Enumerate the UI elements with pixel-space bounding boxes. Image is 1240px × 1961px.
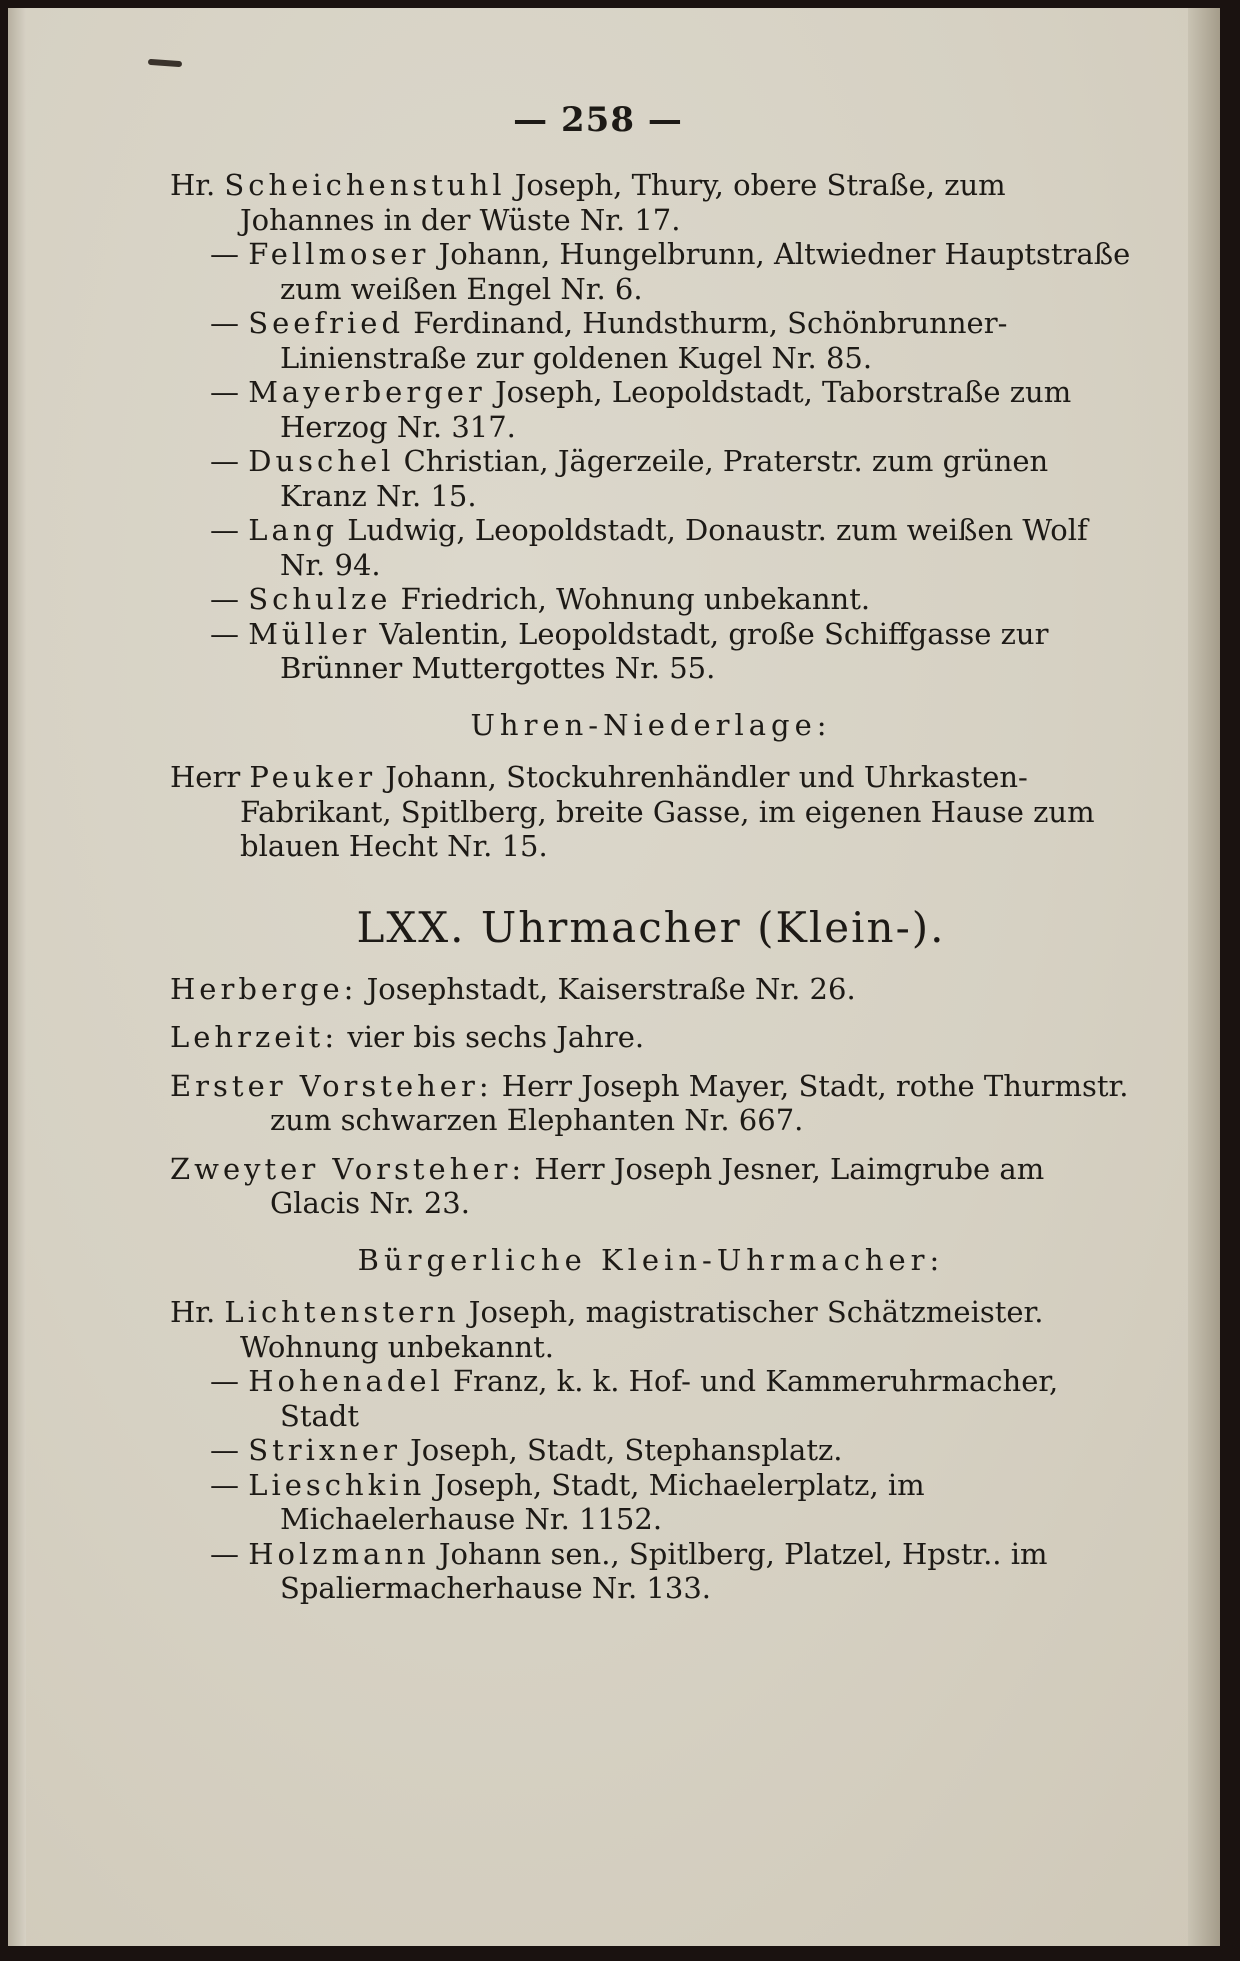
list-item (170, 168, 1132, 237)
field-label: Lehrzeit: (170, 1020, 339, 1054)
chapter-fields (170, 972, 1132, 1221)
entry-text: Joseph, Stadt, Michaelerplatz, im Michaelerhause Nr. 1152. (280, 1467, 925, 1536)
entry-text: Joseph, magistratischer Schätzmeister. Wohnung unbekannt. (240, 1295, 1044, 1364)
entry-name: Strixner (248, 1433, 401, 1467)
entry-name: Scheichenstuhl (224, 168, 506, 202)
list-item (170, 444, 1132, 513)
entry-name: Mayerberger (248, 375, 486, 409)
field-value: Herr Joseph Jesner, Laimgrube am Glacis Nr. 23. (270, 1151, 1045, 1220)
entry-text: Joseph, Leopoldstadt, Taborstraße zum Herzog Nr. 317. (280, 375, 1072, 444)
chapter-field (170, 1069, 1132, 1138)
book-spine-edge (1188, 8, 1220, 1946)
list-item (170, 582, 1132, 617)
section-heading-buergerliche: Bürgerliche Klein-Uhrmacher: (357, 1242, 945, 1277)
list-item (170, 1537, 1132, 1606)
entry-name: Lichtenstern (224, 1295, 460, 1329)
entry-prefix: Herr (170, 760, 241, 794)
list-item (170, 375, 1132, 444)
chapter-field (170, 1020, 1132, 1055)
entry-text: Christian, Jägerzeile, Praterstr. zum grünen Kranz Nr. 15. (280, 444, 1049, 513)
ink-mark (148, 59, 182, 67)
entry-name: Schulze (248, 582, 392, 616)
watchmaker-list-1 (170, 168, 1132, 686)
list-item (170, 617, 1132, 686)
entry-text: Ferdinand, Hundsthurm, Schönbrunner-Linienstraße zur goldenen Kugel Nr. 85. (280, 306, 1008, 375)
list-item (170, 306, 1132, 375)
chapter-title: LXX. Uhrmacher (Klein-). (356, 902, 946, 952)
entry-text: Johann, Hungelbrunn, Altwiedner Hauptstraße zum weißen Engel Nr. 6. (280, 237, 1131, 306)
entry-text: Valentin, Leopoldstadt, große Schiffgasse zur Brünner Muttergottes Nr. 55. (280, 616, 1049, 685)
chapter-field (170, 972, 1132, 1007)
list-item (170, 237, 1132, 306)
entry-text: Ludwig, Leopoldstadt, Donaustr. zum weißen Wolf Nr. 94. (280, 513, 1088, 582)
book-page (8, 8, 1220, 1946)
page-gutter (8, 8, 26, 1946)
entry-text: Joseph, Stadt, Stephansplatz. (400, 1433, 843, 1467)
list-item (170, 1433, 1132, 1468)
field-label: Erster Vorsteher: (170, 1068, 493, 1103)
list-item (170, 1295, 1132, 1364)
field-value: Herr Joseph Mayer, Stadt, rothe Thurmstr. zum schwarzen Elephanten Nr. 667. (270, 1068, 1129, 1137)
list-item (170, 1468, 1132, 1537)
watchmaker-list-2 (170, 1295, 1132, 1606)
page-content (170, 168, 1132, 1606)
list-item (170, 760, 1132, 864)
list-item (170, 1364, 1132, 1433)
entry-text: Johann sen., Spitlberg, Platzel, Hpstr.. im Spaliermacherhause Nr. 133. (280, 1536, 1048, 1605)
field-value: Josephstadt, Kaiserstraße Nr. 26. (357, 971, 856, 1006)
page-number: — 258 — (513, 100, 683, 140)
entry-text: Joseph, Thury, obere Straße, zum Johannes in der Wüste Nr. 17. (240, 168, 1006, 237)
entry-text: Johann, Stockuhrenhändler und Uhrkasten-Fabrikant, Spitlberg, breite Gasse, im eigenen Hause zum blauen Hecht Nr. 15. (240, 760, 1095, 863)
entry-name: Peuker (249, 760, 377, 794)
entry-prefix: Hr. (170, 1295, 216, 1329)
list-item (170, 513, 1132, 582)
entry-text: Friedrich, Wohnung unbekannt. (391, 582, 871, 616)
entry-name: Duschel (248, 444, 395, 478)
entry-name: Fellmoser (248, 237, 430, 271)
section-heading-uhren-niederlage: Uhren-Niederlage: (470, 707, 832, 742)
entry-text: Franz, k. k. Hof- und Kammeruhrmacher, Stadt (280, 1364, 1059, 1433)
entry-name: Holzmann (248, 1536, 430, 1571)
field-label: Herberge: (170, 971, 358, 1006)
field-value: vier bis sechs Jahre. (338, 1020, 645, 1054)
field-label: Zweyter Vorsteher: (170, 1151, 526, 1186)
entry-name: Seefried (248, 306, 405, 340)
entry-name: Hohenadel (248, 1364, 444, 1398)
chapter-field (170, 1152, 1132, 1221)
entry-name: Lang (248, 513, 339, 547)
entry-name: Lieschkin (248, 1467, 426, 1502)
entry-name: Müller (248, 616, 371, 651)
entry-prefix: Hr. (170, 168, 216, 202)
